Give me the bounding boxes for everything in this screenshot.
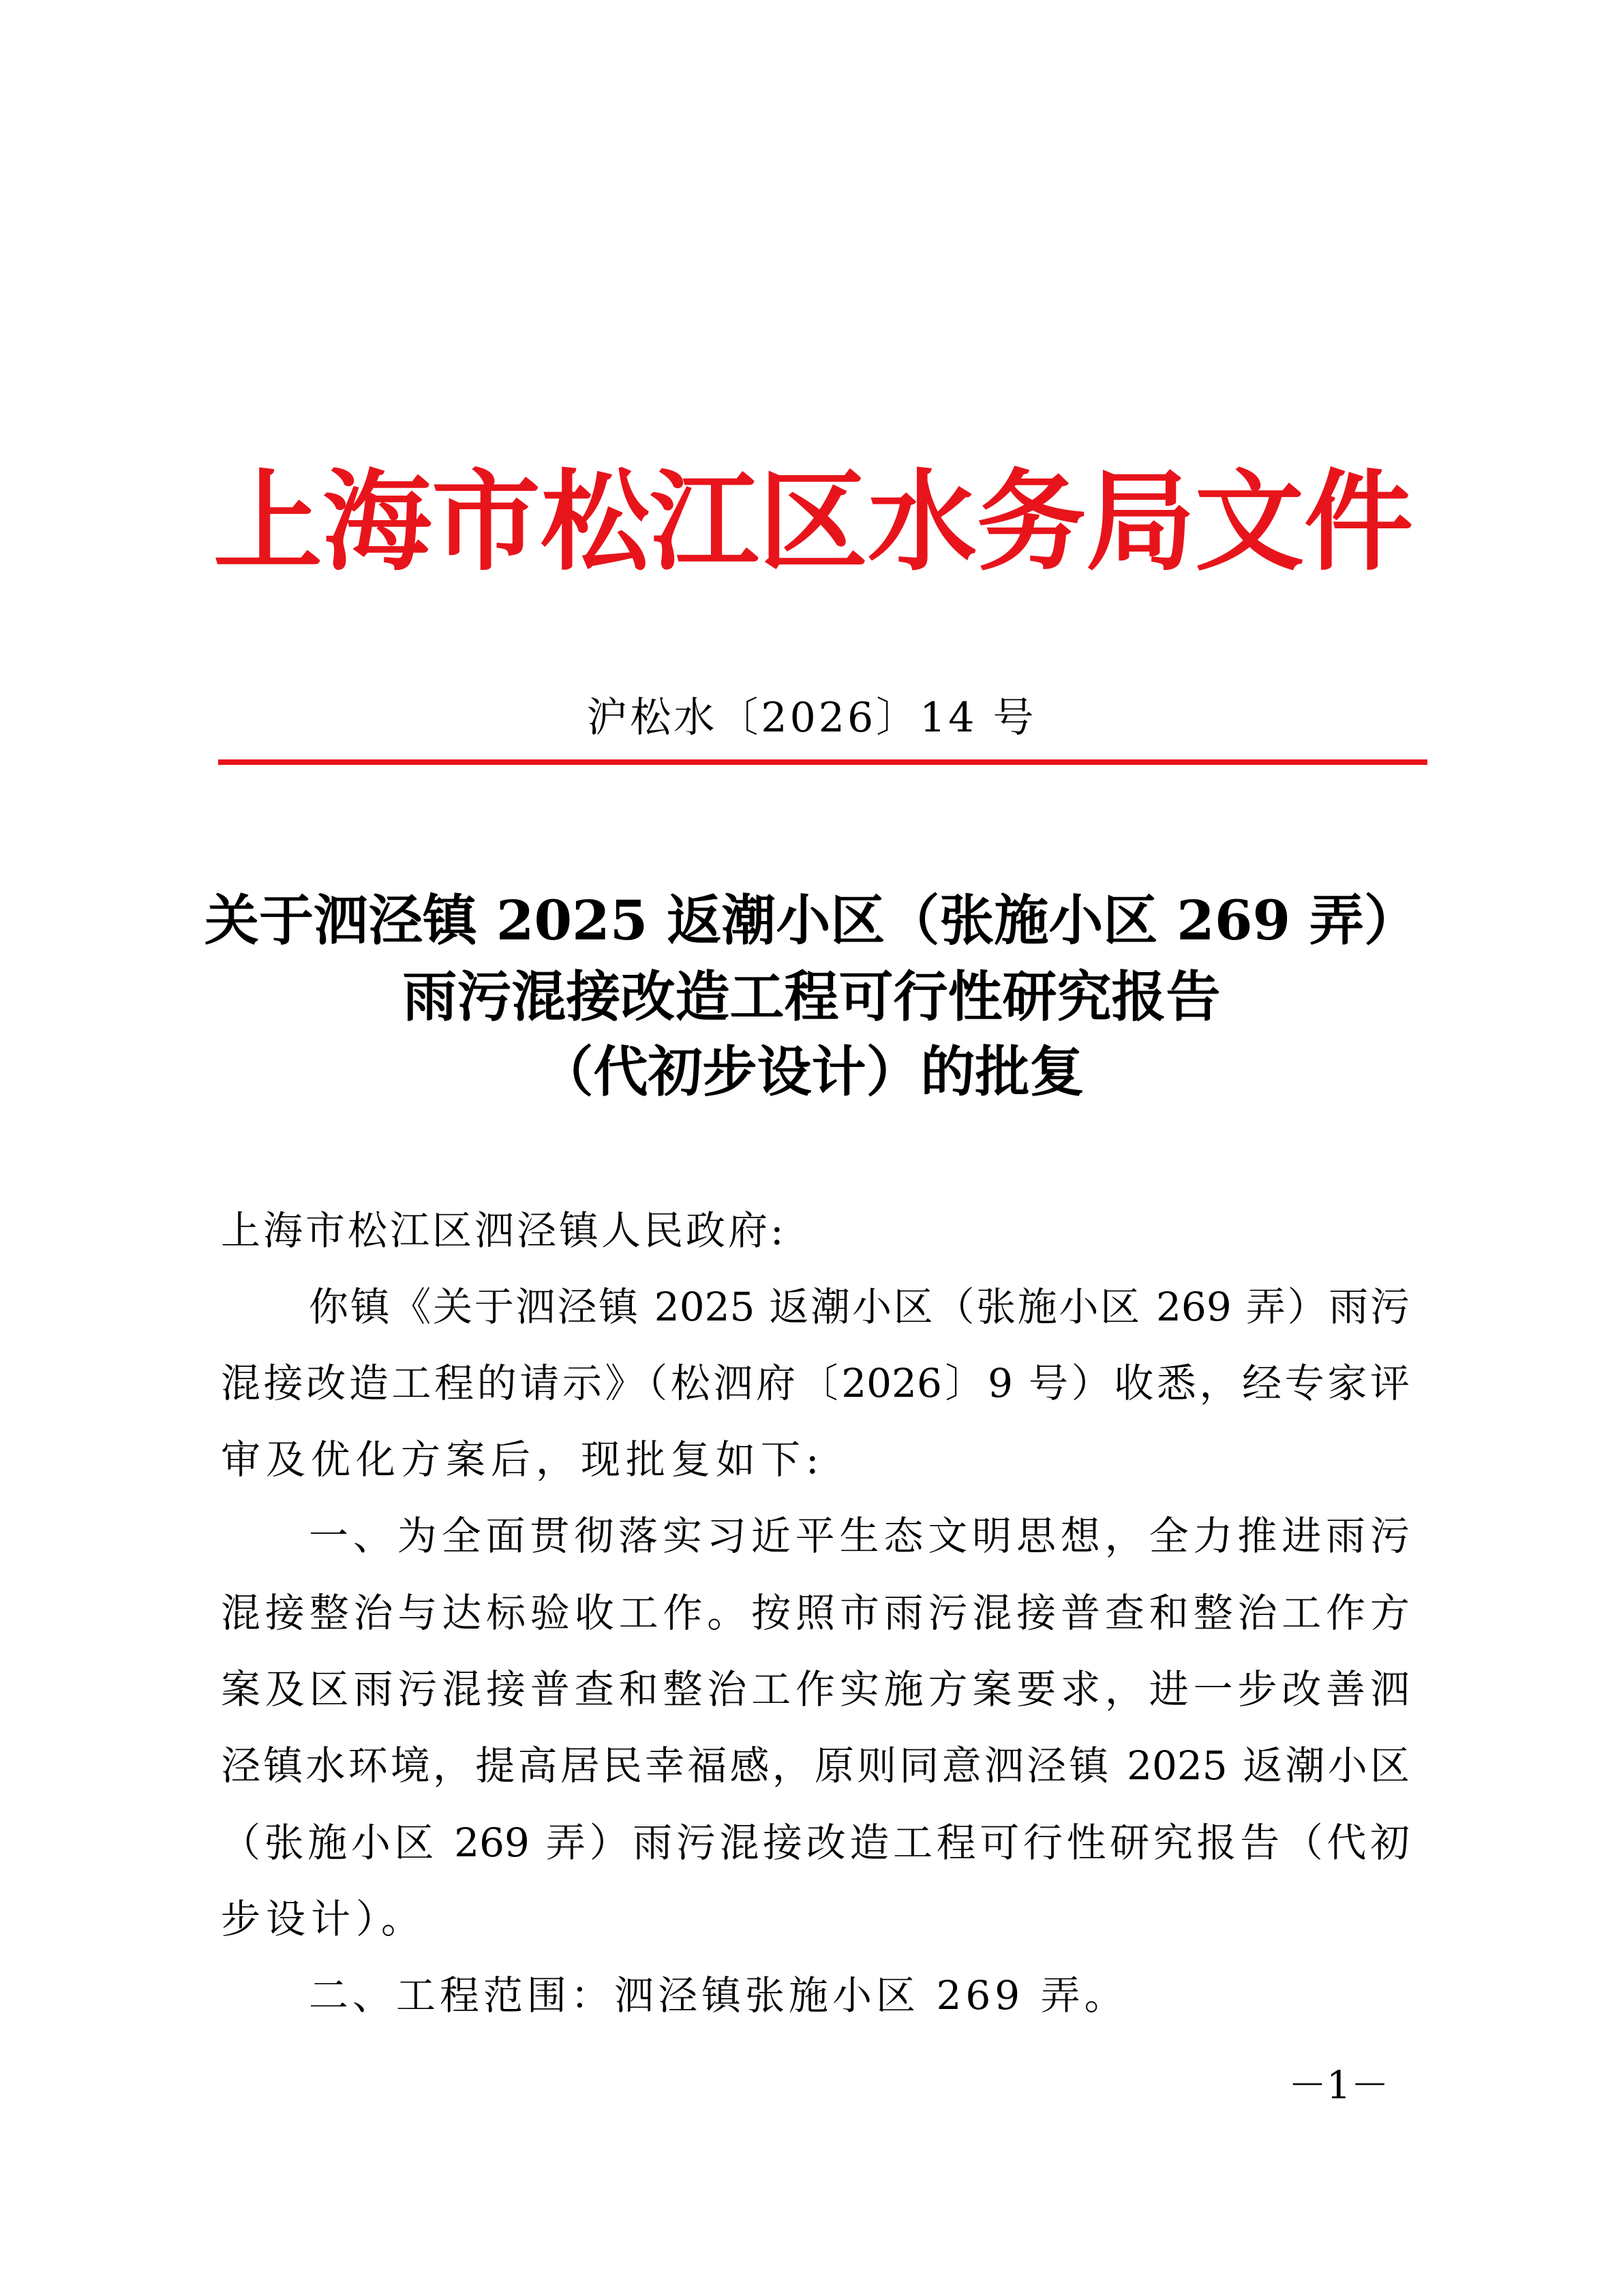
document-title-line-3: （代初步设计）的批复 — [539, 1040, 1084, 1104]
issuing-authority-header: 上海市松江区水务局文件 — [213, 457, 1414, 586]
body-line: （张施小区 269 弄）雨污混接改造工程可行性研究报告（代初 — [221, 1819, 1410, 1866]
body-line: 泾镇水环境，提高居民幸福感，原则同意泗泾镇 2025 返潮小区 — [221, 1742, 1410, 1789]
document-number: 沪松水〔2026〕14 号 — [586, 694, 1037, 742]
body-line: 你镇《关于泗泾镇 2025 返潮小区（张施小区 269 弄）雨污 — [309, 1284, 1410, 1330]
red-divider-line — [218, 759, 1427, 765]
body-line: 步设计）。 — [221, 1896, 427, 1942]
body-line: 二、工程范围：泗泾镇张施小区 269 弄。 — [309, 1972, 1128, 2019]
page-number: －1－ — [1288, 2064, 1389, 2108]
body-line: 混接整治与达标验收工作。按照市雨污混接普查和整治工作方 — [221, 1590, 1410, 1636]
body-line: 混接改造工程的请示》（松泗府〔2026〕9 号）收悉，经专家评 — [221, 1360, 1410, 1406]
body-line: 一、为全面贯彻落实习近平生态文明思想，全力推进雨污 — [309, 1513, 1410, 1559]
document-title-line-1: 关于泗泾镇 2025 返潮小区（张施小区 269 弄） — [204, 888, 1419, 952]
body-line: 审及优化方案后，现批复如下: — [221, 1436, 825, 1483]
body-line: 案及区雨污混接普查和整治工作实施方案要求，进一步改善泗 — [221, 1666, 1410, 1712]
document-title-line-2: 雨污混接改造工程可行性研究报告 — [402, 965, 1221, 1029]
recipient: 上海市松江区泗泾镇人民政府: — [221, 1207, 787, 1254]
